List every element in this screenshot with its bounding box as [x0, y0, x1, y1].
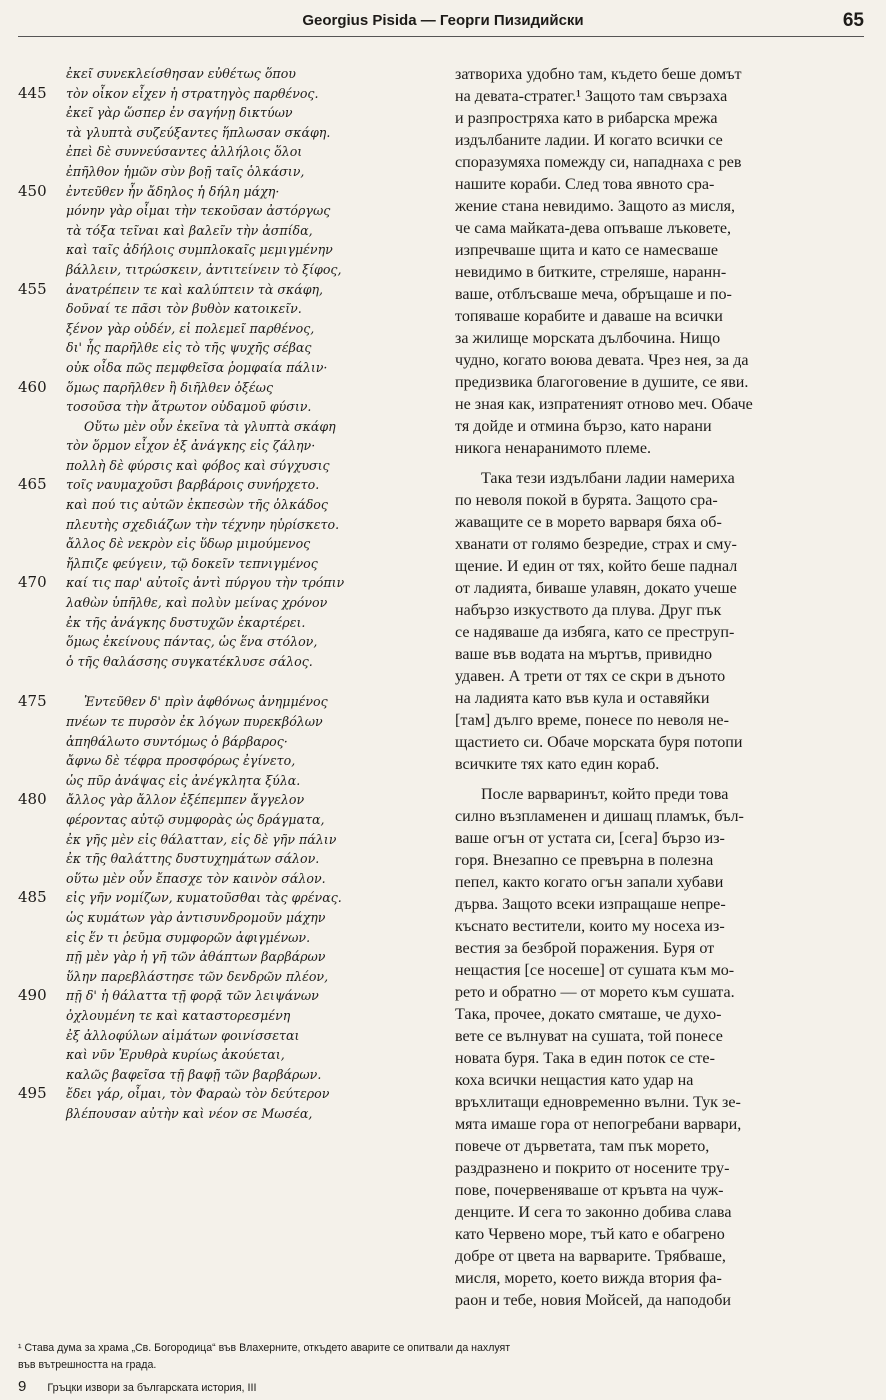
greek-verse-text: ἐπεὶ δὲ συννεύσαντες ἀλλήλοις ὅλοι: [66, 144, 303, 160]
greek-verse-text: ἤλπιζε φεύγειν, τῷ δοκεῖν τεπνιγμένος: [66, 555, 318, 571]
translation-line: чудно, когато воюва девата. Чрез нея, за да: [455, 352, 749, 369]
greek-verse-line: [18, 790, 446, 810]
page-number: 65: [842, 10, 864, 31]
translation-line: пепел, както когато огън запали хубави: [455, 874, 724, 891]
greek-verse-line: [18, 888, 446, 908]
greek-verse-text: ἐκ τῆς ἀνάγκης δυστυχῶν ἐκαρτέρει.: [66, 614, 306, 630]
greek-verse-text: ἐκεῖ γὰρ ὥσπερ ἐν σαγήνῃ δικτύων: [66, 105, 293, 121]
page-footer: [18, 1378, 257, 1395]
translation-line: удавен. А трети от тях се скри в дъното: [455, 668, 726, 685]
running-header: [0, 10, 886, 40]
greek-verse-text: ἔδει γάρ, οἶμαι, τὸν Φαραὼ τὸν δεύτερον: [66, 1086, 330, 1102]
greek-verse-text: ὕλην παρεβλάστησε τῶν δενδρῶν πλέον,: [66, 968, 329, 984]
translation-line: споразумяха помежду си, нападнаха с рев: [455, 154, 742, 171]
greek-verse-line: [18, 613, 446, 633]
footnote-line: ¹ Става дума за храма „Св. Богородица“ във Влахерните, откъдето аварите се опитвали да нахлуят: [18, 1342, 511, 1354]
greek-verse-text: ὡς πῦρ ἀνάψας εἰς ἀνέγκλητα ξύλα.: [66, 772, 301, 788]
translation-line: и разпростряха като в рибарска мрежа: [455, 110, 718, 127]
translation-line: раон и тебе, новия Мойсей, да наподоби: [455, 1292, 731, 1309]
translation-line: от ладията, биваше улавян, докато учеше: [455, 580, 737, 597]
greek-verse-line: [18, 260, 446, 280]
translation-line: коха всички нещастия като удар на: [455, 1072, 694, 1089]
greek-verse-line: [18, 182, 446, 202]
greek-verse-line: [18, 771, 446, 791]
greek-verse-line: [18, 967, 446, 987]
greek-verse-text: βάλλειν, τιτρώσκειν, ἀντιτείνειν τὸ ξίφος,: [66, 261, 342, 277]
greek-verse-line: [18, 103, 446, 123]
greek-verse-line: [18, 692, 446, 712]
translation-line: рето и обратно — от морето към сушата.: [455, 984, 735, 1001]
greek-verse-line: [18, 732, 446, 752]
greek-verse-text: δοῦναί τε πᾶσι τὸν βυθὸν κατοικεῖν.: [66, 301, 302, 317]
verse-number: 460: [18, 377, 47, 396]
greek-verse-text: τὸν ὅρμον εἶχον ἐξ ἀνάγκης εἰς ζάλην·: [66, 438, 316, 454]
greek-verse-text: ἄφνω δὲ τέφρα προσφόρως ἐγίνετο,: [66, 753, 296, 769]
greek-text-column: [18, 64, 446, 1123]
greek-verse-text: ὡς κυμάτων γὰρ ἀντισυνδρομοῦν μάχην: [66, 909, 326, 925]
translation-line: нещастия [се носеше] от сушата към мо-: [455, 962, 735, 979]
translation-line: ваше огън от устата си, [сега] бързо из-: [455, 830, 725, 847]
translation-line: повече от дърветата, там пък морето,: [455, 1138, 710, 1155]
greek-verse-text: ἐξ ἀλλοφύλων αἱμάτων φοινίσσεται: [66, 1027, 300, 1043]
running-title: Georgius Pisida — Георги Пизидийски: [302, 12, 584, 29]
verse-number: 495: [18, 1084, 47, 1103]
translation-line: мята имаше гора от непогребани варвари,: [455, 1116, 742, 1133]
greek-verse-line: [18, 632, 446, 652]
greek-verse-text: εἰς γῆν νομίζων, κυματοῦσθαι τὰς φρένας.: [66, 890, 342, 906]
greek-verse-text: ὁ τῆς θαλάσσης συγκατέκλυσε σάλος.: [66, 653, 313, 669]
greek-verse-text: ἀνατρέπειν τε καὶ καλύπτειν τὰ σκάφη,: [66, 281, 324, 297]
greek-verse-line: [18, 1045, 446, 1065]
greek-verse-text: τοῖς ναυμαχοῦσι βαρβάροις συνήρχετο.: [66, 477, 320, 493]
greek-verse-line: [18, 338, 446, 358]
greek-verse-text: τὰ τόξα τεῖναι καὶ βαλεῖν τὴν ἀσπίδα,: [66, 222, 313, 238]
translation-line: невидимо в битките, стреляше, наранн-: [455, 264, 727, 281]
greek-verse-line: [18, 652, 446, 672]
greek-verse-line: [18, 928, 446, 948]
translation-line: на девата-стратег.¹ Защото там свързаха: [455, 88, 728, 105]
greek-verse-text: οὕτω μὲν οὖν ἔπασχε τὸν καινὸν σάλον.: [66, 870, 326, 886]
bulgarian-translation-column: [455, 64, 865, 1312]
translation-line: по неволя покой в бурята. Защото сра-: [455, 492, 718, 509]
greek-verse-text: καὶ ταῖς ἀδήλοις συμπλοκαῖς μεμιγμένην: [66, 242, 333, 258]
greek-verse-text: ἐντεῦθεν ἦν ἄδηλος ἡ δήλη μάχη·: [66, 183, 280, 199]
greek-verse-text: ξένον γὰρ οὐδέν, εἰ πολεμεῖ παρθένος,: [66, 320, 315, 336]
translation-line: топяваше корабите и даваше на всички: [455, 308, 723, 325]
translation-line: предизвика благоговение в душите, се яви.: [455, 374, 749, 391]
greek-verse-line: [18, 64, 446, 84]
greek-verse-line: [18, 475, 446, 495]
translation-line: горя. Внезапно се превърна в полезна: [455, 852, 714, 869]
greek-verse-text: Οὕτω μὲν οὖν ἐκεῖνα τὰ γλυπτὰ σκάφη: [84, 418, 336, 434]
greek-verse-line: [18, 849, 446, 869]
greek-verse-line: [18, 436, 446, 456]
translation-line: [там] дълго време, понесе по неволя не-: [455, 712, 729, 729]
translation-line: жаващите се в морето варваря бяха об-: [455, 514, 722, 531]
greek-verse-text: καί τις παρ' αὐτοῖς ἀντὶ πύργου τὴν τρόπιν: [66, 575, 345, 591]
greek-verse-text: ἐκ γῆς μὲν εἰς θάλατταν, εἰς δὲ γῆν πάλιν: [66, 831, 337, 847]
greek-verse-line: [18, 751, 446, 771]
verse-number: 485: [18, 888, 47, 907]
translation-line: дърва. Защото всеки изпращаше непре-: [455, 896, 726, 913]
translation-line: къснато вестители, които му носеха из-: [455, 918, 725, 935]
translation-line: Така тези издълбани ладии намериха: [481, 470, 735, 487]
greek-verse-line: [18, 986, 446, 1006]
greek-verse-line: [18, 397, 446, 417]
footnote: [18, 1340, 868, 1374]
translation-line: хванати от голямо безредие, страх и сму-: [455, 536, 737, 553]
greek-verse-line: [18, 908, 446, 928]
translation-line: изпречваше щита и като се намесваше: [455, 242, 718, 259]
greek-verse-text: πλευτὴς σχεδιάζων τὴν τέχνην ηὑρίσκετο.: [66, 516, 340, 532]
greek-verse-text: λαθὼν ὑπῆλθε, καὶ πολὺν μείνας χρόνον: [66, 595, 328, 611]
greek-verse-line: [18, 201, 446, 221]
translation-line: тя дойде и отмина бързо, като нарани: [455, 418, 712, 435]
greek-verse-line: [18, 712, 446, 732]
greek-verse-line: [18, 358, 446, 378]
verse-number: 480: [18, 790, 47, 809]
greek-verse-line: [18, 1006, 446, 1026]
greek-verse-text: φέροντας αὐτῷ συμφορὰς ὡς δράγματα,: [66, 811, 325, 827]
translation-line: ваше във водата на мъртъв, привидно: [455, 646, 713, 663]
translation-line: никога ненаранимото племе.: [455, 440, 652, 457]
greek-verse-text: πῇ μὲν γὰρ ἡ γῆ τῶν ἀθάπτων βαρβάρων: [66, 949, 326, 965]
greek-verse-line: [18, 162, 446, 182]
greek-verse-text: καὶ πού τις αὐτῶν ἐκπεσὼν τῆς ὁλκάδος: [66, 497, 328, 513]
greek-verse-text: ἀπηθάλωτο συντόμως ὁ βάρβαρος·: [66, 733, 288, 749]
translation-line: издълбаните ладии. И когато всички се: [455, 132, 723, 149]
translation-line: После варваринът, който преди това: [481, 786, 729, 803]
translation-line: денците. И сега то законно добива слава: [455, 1204, 732, 1221]
greek-verse-text: ἐπῆλθον ἡμῶν σὺν βοῇ ταῖς ὁλκάσιν,: [66, 163, 305, 179]
greek-verse-text: ἐκ τῆς θαλάττης δυστυχημάτων σάλον.: [66, 851, 320, 867]
translation-line: не зная как, изпратеният отново меч. Обаче: [455, 396, 753, 413]
greek-verse-line: [18, 515, 446, 535]
greek-verse-text: τοσοῦσα τὴν ἄτρωτον οὐδαμοῦ φύσιν.: [66, 399, 312, 415]
greek-verse-line: [18, 593, 446, 613]
translation-line: вете се вълнуват на сушата, той понесе: [455, 1028, 723, 1045]
greek-verse-line: [18, 319, 446, 339]
greek-verse-text: τὰ γλυπτὰ συζεύξαντες ἥπλωσαν σκάφη.: [66, 124, 331, 140]
greek-verse-line: [18, 947, 446, 967]
greek-verse-line: [18, 456, 446, 476]
greek-verse-text: μόνην γὰρ οἶμαι τὴν τεκοῦσαν ἀστόργως: [66, 203, 331, 219]
verse-number: 465: [18, 475, 47, 494]
greek-verse-text: ἄλλος γὰρ ἄλλον ἐξέπεμπεν ἄγγελον: [66, 792, 305, 808]
translation-line: Така, прочее, докато смяташе, че духо-: [455, 1006, 722, 1023]
greek-verse-text: Ἐντεῦθεν δ' πρὶν ἀφθόνως ἀνημμένος: [84, 694, 328, 710]
greek-verse-line: [18, 84, 446, 104]
greek-verse-line: [18, 1104, 446, 1124]
greek-verse-text: ὅμως ἐκείνους πάντας, ὡς ἕνα στόλον,: [66, 634, 318, 650]
greek-verse-text: καλῶς βαφεῖσα τῇ βαφῇ τῶν βαρβάρων.: [66, 1066, 322, 1082]
translation-line: като Червено море, тъй като е обагрено: [455, 1226, 725, 1243]
translation-line: затвориха удобно там, където беше домът: [455, 66, 742, 83]
signature-mark: 9: [18, 1378, 27, 1395]
stanza-gap: [18, 671, 446, 692]
greek-verse-text: δι' ἧς παρῆλθε εἰς τὸ τῆς ψυχῆς σέβας: [66, 340, 312, 356]
greek-verse-line: [18, 221, 446, 241]
greek-verse-line: [18, 869, 446, 889]
greek-verse-text: ἄλλος δὲ νεκρὸν εἰς ὕδωρ μιμούμενος: [66, 536, 311, 552]
greek-verse-line: [18, 378, 446, 398]
greek-verse-line: [18, 123, 446, 143]
greek-verse-text: ἐκεῖ συνεκλείσθησαν εὐθέτως ὅπου: [66, 66, 296, 81]
header-rule: [18, 36, 864, 37]
greek-verse-line: [18, 299, 446, 319]
greek-verse-line: [18, 495, 446, 515]
verse-number: 470: [18, 573, 47, 592]
greek-verse-text: τὸν οἶκον εἶχεν ἡ στρατηγὸς παρθένος.: [66, 85, 319, 101]
greek-verse-line: [18, 534, 446, 554]
verse-number: 445: [18, 83, 47, 102]
greek-verse-text: εἰς ἕν τι ῥεῦμα συμφορῶν ἀφιγμένων.: [66, 929, 311, 945]
verse-number: 450: [18, 181, 47, 200]
translation-line: се надяваше да избяга, като се преструп-: [455, 624, 735, 641]
greek-verse-text: ὀχλουμένη τε καὶ καταστορεσμένη: [66, 1007, 291, 1023]
translation-line: пове, почервеняваше от кръвта на чуж-: [455, 1182, 724, 1199]
translation-line: щастието си. Обаче морската буря потопи: [455, 734, 743, 751]
greek-verse-text: βλέπουσαν αὐτὴν καὶ νέον σε Μωσέα,: [66, 1105, 313, 1121]
greek-verse-line: [18, 240, 446, 260]
translation-line: добре от цвета на варварите. Трябваше,: [455, 1248, 726, 1265]
greek-verse-line: [18, 810, 446, 830]
translation-line: жение стана невидимо. Защото аз мисля,: [455, 198, 736, 215]
translation-line: раздразнено и покрито от носените тру-: [455, 1160, 730, 1177]
verse-number: 455: [18, 279, 47, 298]
greek-verse-text: καὶ νῦν Ἐρυθρὰ κυρίως ἀκούεται,: [66, 1047, 285, 1063]
greek-verse-line: [18, 142, 446, 162]
translation-line: че сама майката-дева опъваше лъковете,: [455, 220, 732, 237]
greek-verse-line: [18, 830, 446, 850]
greek-verse-line: [18, 417, 446, 437]
translation-line: всичките тях като един кораб.: [455, 756, 660, 773]
greek-verse-line: [18, 554, 446, 574]
greek-verse-line: [18, 1084, 446, 1104]
greek-verse-line: [18, 1065, 446, 1085]
translation-line: набързо изкуството да плува. Друг пък: [455, 602, 722, 619]
verse-number: 490: [18, 986, 47, 1005]
translation-line: новата буря. Така в един поток се сте-: [455, 1050, 715, 1067]
translation-line: силно възпламенен и дишащ пламък, бъл-: [455, 808, 744, 825]
translation-line: вестия за безброй поражения. Буря от: [455, 940, 715, 957]
greek-verse-text: ὅμως παρῆλθεν ἢ διῆλθεν ὀξέως: [66, 379, 273, 395]
translation-line: нашите кораби. След това явното сра-: [455, 176, 715, 193]
verse-number: 475: [18, 692, 47, 711]
translation-line: връхлитащи едновременно вълни. Тук зе-: [455, 1094, 741, 1111]
greek-verse-line: [18, 573, 446, 593]
book-title: Гръцки извори за българската история, III: [47, 1382, 257, 1394]
translation-line: ваше, отблъсваше меча, обръщаше и по-: [455, 286, 732, 303]
greek-verse-line: [18, 1026, 446, 1046]
translation-line: мисля, морето, което вижда втория фа-: [455, 1270, 722, 1287]
greek-verse-text: πνέων τε πυρσὸν ἐκ λόγων πυρεκβόλων: [66, 714, 323, 729]
translation-line: за жилище морската дълбочина. Нищо: [455, 330, 721, 347]
greek-verse-text: οὐκ οἶδα πῶς πεμφθεῖσα ῥομφαία πάλιν·: [66, 359, 328, 375]
greek-verse-text: πολλὴ δὲ φύρσις καὶ φόβος καὶ σύγχυσις: [66, 457, 330, 473]
translation-line: на ладията като във кула и оставяйки: [455, 690, 710, 707]
footnote-line: във вътрешността на града.: [18, 1359, 157, 1371]
greek-verse-text: πῇ δ' ἡ θάλαττα τῇ φορᾷ τῶν λειψάνων: [66, 988, 319, 1004]
greek-verse-line: [18, 280, 446, 300]
translation-line: щение. И един от тях, който беше паднал: [455, 558, 738, 575]
